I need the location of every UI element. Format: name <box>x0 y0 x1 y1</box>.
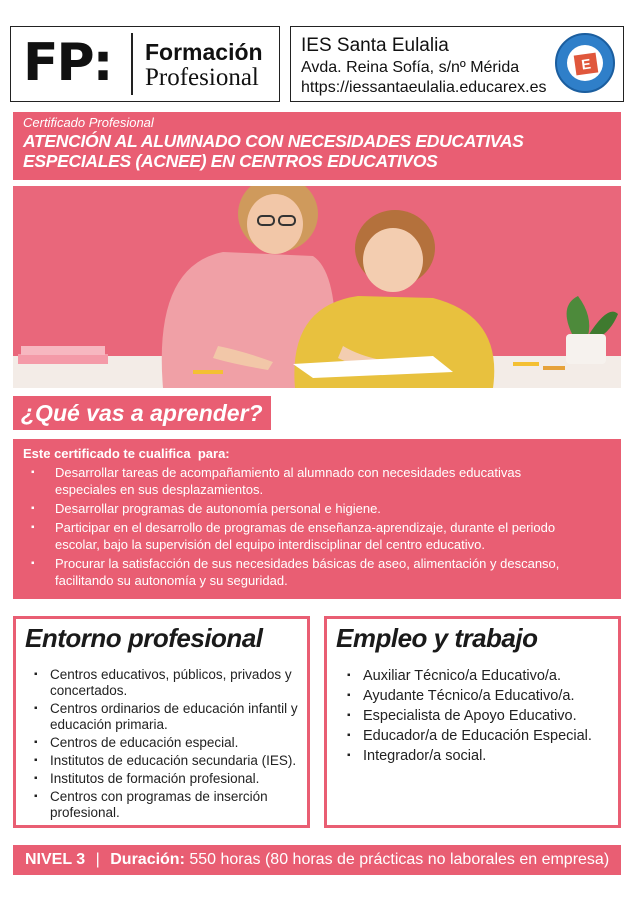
learn-heading: ¿Qué vas a aprender? <box>13 396 271 430</box>
empleo-card <box>324 616 621 828</box>
list-item: ▪ Auxiliar Técnico/a Educativo/a. <box>341 667 613 685</box>
title-band <box>13 112 621 180</box>
learn-box <box>13 439 621 599</box>
list-item: ▪ Desarrollar programas de autonomía personal e higiene. <box>23 500 583 517</box>
certificate-title: ATENCIÓN AL ALUMNADO CON NECESIDADES EDUCATIVAS ESPECIALES (ACNEE) EN CENTROS EDUCATIVOS <box>23 131 524 171</box>
list-item: ▪ Institutos de formación profesional. <box>28 771 300 787</box>
brand-line2: Profesional <box>145 64 259 91</box>
logo-divider <box>131 33 133 95</box>
learn-intro: Este certificado te cualifica para: <box>23 446 230 461</box>
list-item: ▪ Especialista de Apoyo Educativo. <box>341 707 613 725</box>
entorno-list <box>28 667 300 823</box>
list-item: ▪ Centros educativos, públicos, privados y concertados. <box>28 667 300 699</box>
duration-label: Duración: <box>110 851 185 868</box>
list-item: ▪ Educador/a de Educación Especial. <box>341 727 613 745</box>
list-item: ▪ Centros con programas de inserción profesional. <box>28 789 300 821</box>
header <box>0 0 634 112</box>
school-address: Avda. Reina Sofía, s/nº Mérida <box>301 59 520 76</box>
school-info <box>290 26 624 102</box>
duration-value: 550 horas (80 horas de prácticas no laborales en empresa) <box>189 851 610 868</box>
fp-mark: FP: <box>23 33 112 93</box>
list-item: ▪ Desarrollar tareas de acompañamiento al alumnado con necesidades educativas especiales en sus desplazamientos. <box>23 464 583 498</box>
certificate-kicker: Certificado Profesional <box>23 115 154 130</box>
list-item: ▪ Ayudante Técnico/a Educativo/a. <box>341 687 613 705</box>
fp-logo <box>10 26 280 102</box>
footer-band <box>13 845 621 875</box>
learn-list <box>23 464 583 591</box>
list-item: ▪ Centros de educación especial. <box>28 735 300 751</box>
hero-photo <box>13 186 621 388</box>
school-logo-letter: E <box>574 53 599 76</box>
list-item: ▪ Integrador/a social. <box>341 747 613 765</box>
list-item: ▪ Participar en el desarrollo de programas de enseñanza-aprendizaje, durante el periodo escolar, bajo la supervisión del equipo interdisciplinar del centro educativo. <box>23 519 583 553</box>
teacher-child-illustration <box>13 186 621 388</box>
entorno-title: Entorno profesional <box>25 623 263 653</box>
entorno-card <box>13 616 310 828</box>
list-item: ▪ Institutos de educación secundaria (IES). <box>28 753 300 769</box>
footer-separator: | <box>95 851 100 868</box>
list-item: ▪ Centros ordinarios de educación infantil y educación primaria. <box>28 701 300 733</box>
school-name: IES Santa Eulalia <box>301 35 449 56</box>
brand-line1: Formación <box>145 39 263 65</box>
level-label: NIVEL 3 <box>25 851 86 868</box>
school-logo-icon <box>555 33 615 93</box>
school-url[interactable]: https://iessantaeulalia.educarex.es <box>301 79 547 96</box>
list-item: ▪ Procurar la satisfacción de sus necesidades básicas de aseo, alimentación y descanso, facilitando su autonomía y su seguridad. <box>23 555 583 589</box>
empleo-list <box>341 667 613 767</box>
empleo-title: Empleo y trabajo <box>336 623 538 653</box>
